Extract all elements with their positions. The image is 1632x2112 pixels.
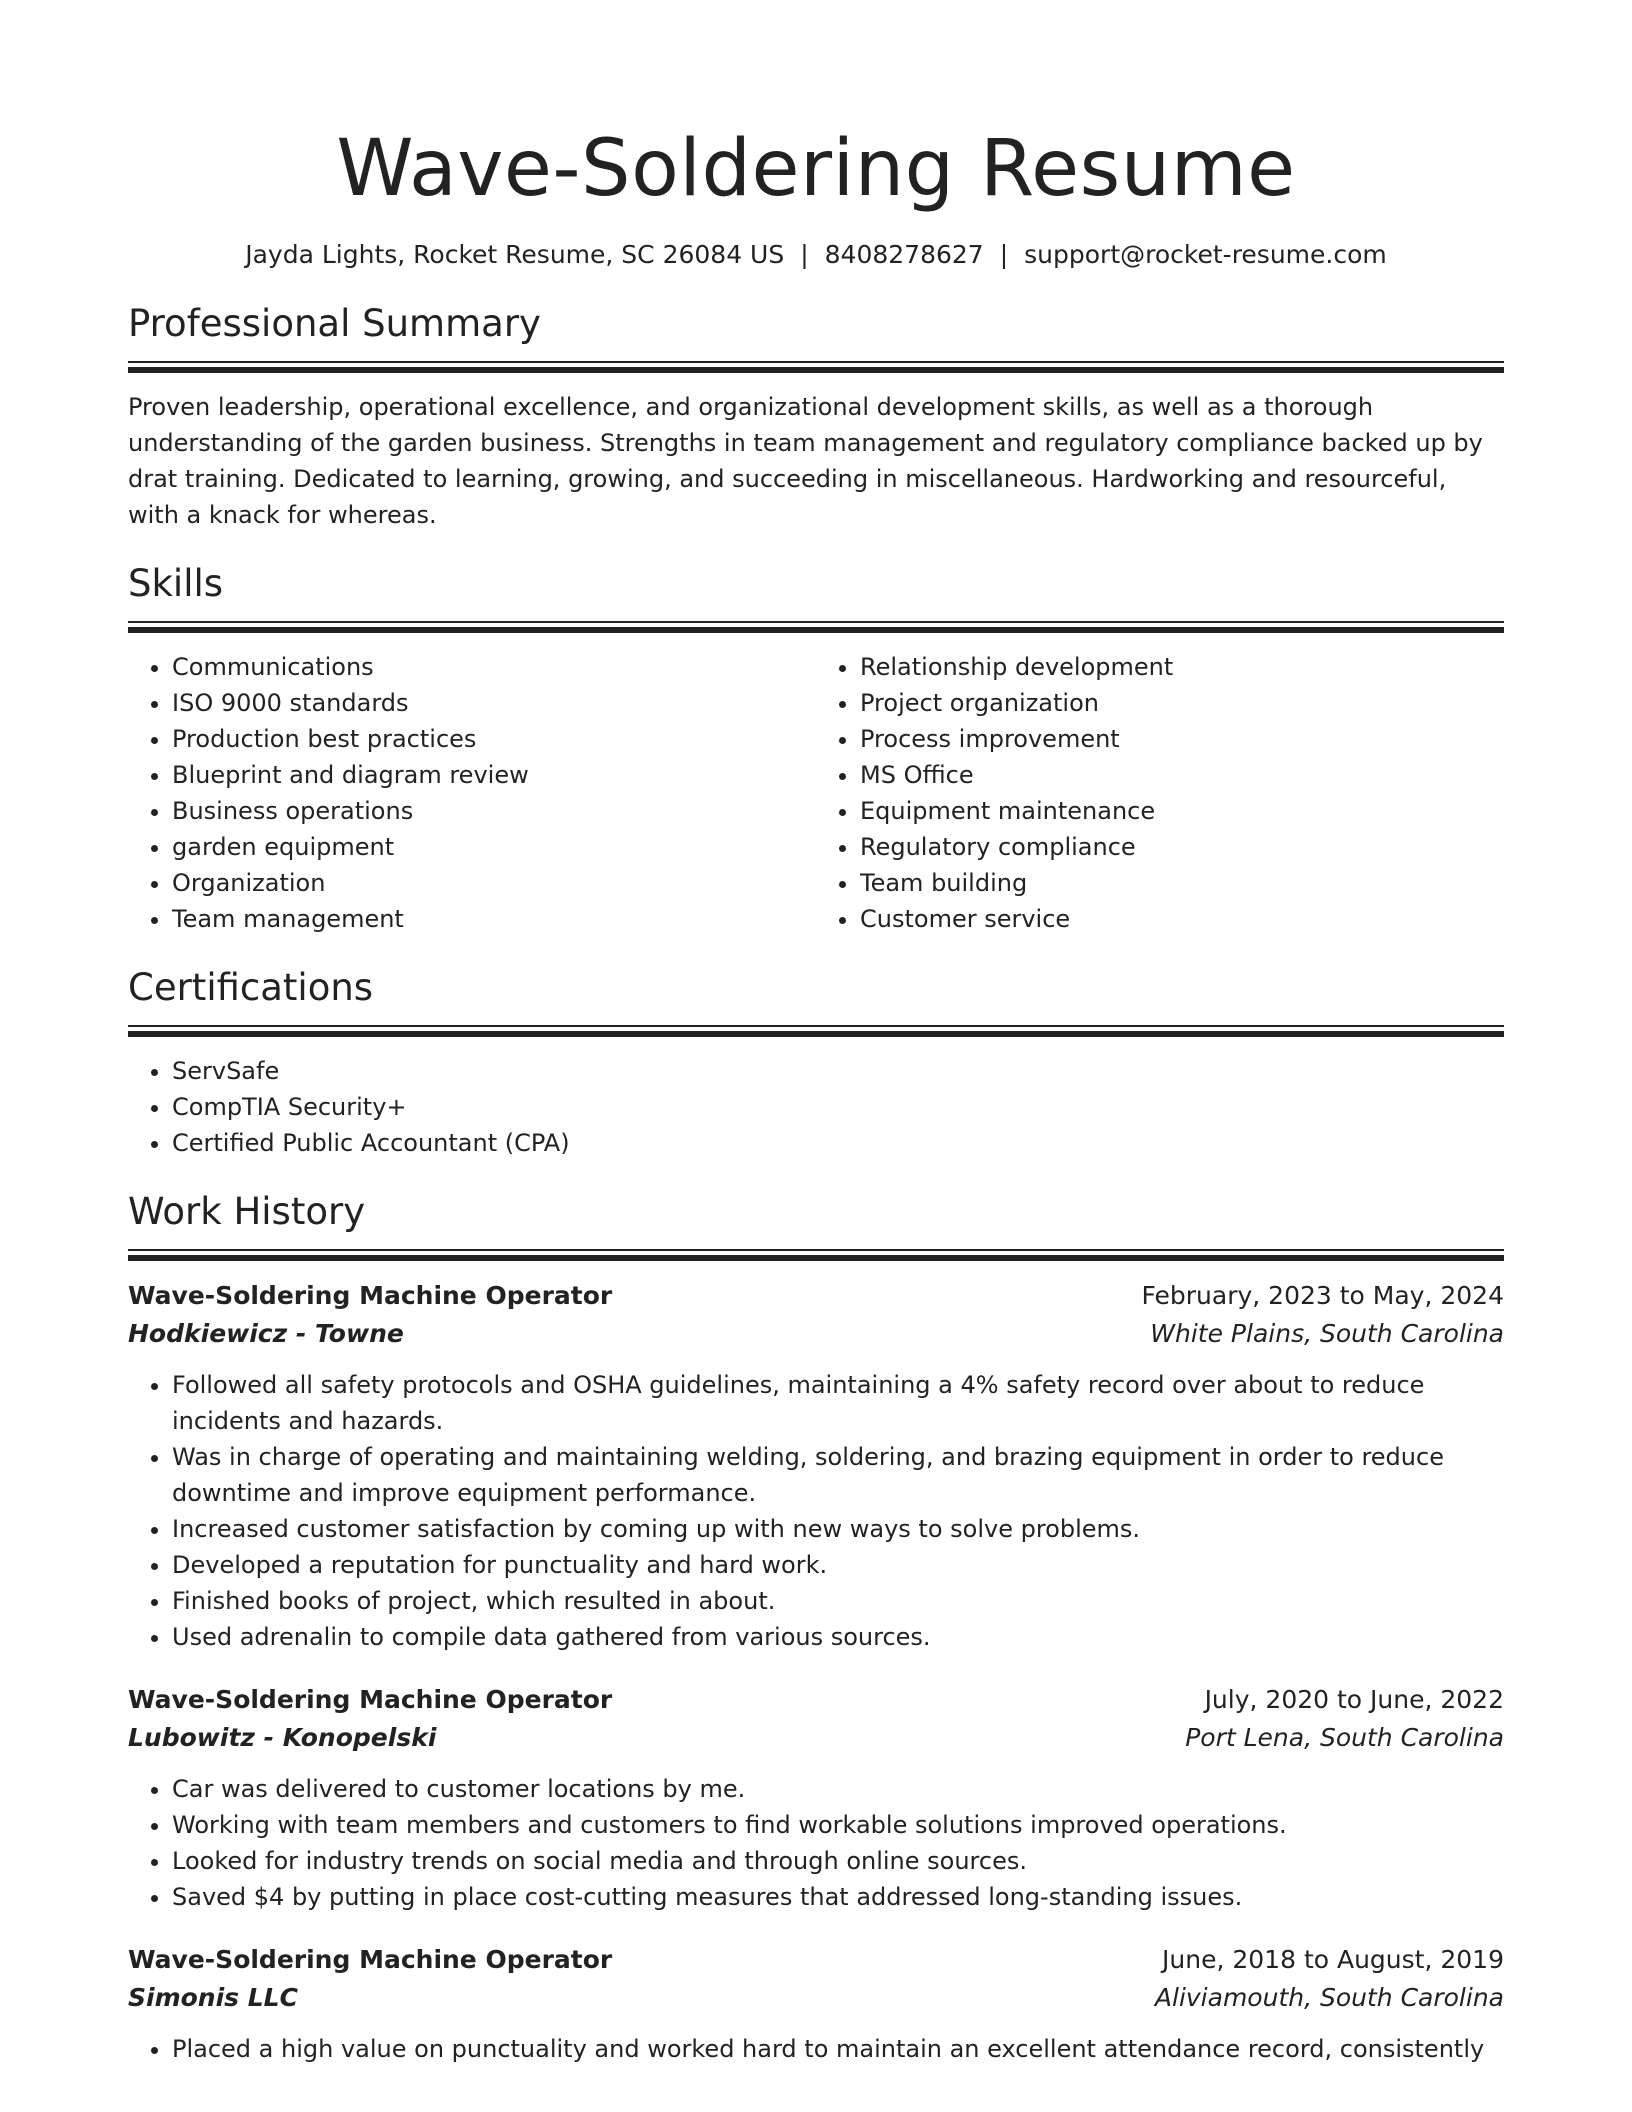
contact-phone: 8408278627	[824, 240, 984, 269]
skill-item: • Relationship development	[860, 649, 1504, 685]
certification-item: • ServSafe	[172, 1053, 1504, 1089]
certifications-section	[128, 963, 1504, 1161]
job-company: Lubowitz - Konopelski	[128, 1723, 437, 1752]
job-dates: July, 2020 to June, 2022	[1204, 1685, 1504, 1714]
job-bullet: • Finished books of project, which resulted in about.	[172, 1583, 1504, 1619]
certification-item: • Certified Public Accountant (CPA)	[172, 1125, 1504, 1161]
skills-section	[128, 559, 1504, 937]
job-bullet: • Used adrenalin to compile data gathered from various sources.	[172, 1619, 1504, 1655]
skill-item: • Blueprint and diagram review	[172, 757, 816, 793]
job-dates: February, 2023 to May, 2024	[1141, 1281, 1504, 1310]
job-subheader	[128, 1979, 1504, 2017]
contact-address: Jayda Lights, Rocket Resume, SC 26084 US	[245, 240, 785, 269]
job-title: Wave-Soldering Machine Operator	[128, 1945, 613, 1974]
job-bullet: • Was in charge of operating and maintaining welding, soldering, and brazing equipment in order to reduce downtime and improve equipment performance.	[172, 1439, 1504, 1511]
contact-line	[128, 237, 1504, 273]
skills-heading: Skills	[128, 562, 224, 605]
job-location: Port Lena, South Carolina	[1185, 1723, 1504, 1752]
job-bullet: • Developed a reputation for punctuality and hard work.	[172, 1547, 1504, 1583]
job-bullets	[128, 1771, 1504, 1915]
section-divider	[128, 621, 1504, 633]
job-bullet: • Working with team members and customers to find workable solutions improved operations.	[172, 1807, 1504, 1843]
skill-item: • Project organization	[860, 685, 1504, 721]
job-bullet: • Saved $4 by putting in place cost-cutting measures that addressed long-standing issues.	[172, 1879, 1504, 1915]
skill-item: • Team building	[860, 865, 1504, 901]
section-divider	[128, 1249, 1504, 1261]
skill-item: • Organization	[172, 865, 816, 901]
job-bullets	[128, 1367, 1504, 1655]
skill-item: • Business operations	[172, 793, 816, 829]
job-entry	[128, 1277, 1504, 1655]
job-subheader	[128, 1315, 1504, 1353]
job-entry	[128, 1681, 1504, 1915]
job-title: Wave-Soldering Machine Operator	[128, 1685, 613, 1714]
job-location: White Plains, South Carolina	[1150, 1319, 1504, 1348]
summary-text: Proven leadership, operational excellence, and organizational development skills, as well as a thorough understanding of the garden business. Strengths in team management and regulatory compliance backed up by drat training. Dedicated to learning, growing, and succeeding in miscellaneous. Hardworking and resourceful, with a knack for whereas.	[128, 393, 1483, 529]
job-header	[128, 1277, 1504, 1315]
skill-item: • Equipment maintenance	[860, 793, 1504, 829]
contact-separator: |	[999, 240, 1009, 269]
resume-page	[128, 0, 1504, 2067]
skills-list-right	[816, 649, 1504, 937]
job-bullet: • Placed a high value on punctuality and worked hard to maintain an excellent attendance record, consistently	[172, 2031, 1504, 2067]
summary-section	[128, 299, 1504, 533]
job-bullet: • Followed all safety protocols and OSHA guidelines, maintaining a 4% safety record over about to reduce incidents and hazards.	[172, 1367, 1504, 1439]
skill-item: • Team management	[172, 901, 816, 937]
certifications-list	[128, 1053, 1504, 1161]
skills-list-left	[128, 649, 816, 937]
job-subheader	[128, 1719, 1504, 1757]
section-divider	[128, 1025, 1504, 1037]
skill-item: • MS Office	[860, 757, 1504, 793]
job-entry	[128, 1941, 1504, 2067]
job-bullet: • Increased customer satisfaction by coming up with new ways to solve problems.	[172, 1511, 1504, 1547]
work-history-heading: Work History	[128, 1190, 366, 1233]
job-title: Wave-Soldering Machine Operator	[128, 1281, 613, 1310]
contact-email: support@rocket-resume.com	[1024, 240, 1387, 269]
contact-separator: |	[800, 240, 809, 269]
job-dates: June, 2018 to August, 2019	[1162, 1945, 1504, 1974]
skill-item: • Regulatory compliance	[860, 829, 1504, 865]
job-company: Simonis LLC	[128, 1983, 298, 2012]
certification-item: • CompTIA Security+	[172, 1089, 1504, 1125]
skill-item: • Process improvement	[860, 721, 1504, 757]
job-header	[128, 1681, 1504, 1719]
job-bullets	[128, 2031, 1504, 2067]
skills-grid	[128, 649, 1504, 937]
skill-item: • ISO 9000 standards	[172, 685, 816, 721]
skill-item: • garden equipment	[172, 829, 816, 865]
job-bullet: • Looked for industry trends on social media and through online sources.	[172, 1843, 1504, 1879]
skill-item: • Production best practices	[172, 721, 816, 757]
job-bullet: • Car was delivered to customer locations by me.	[172, 1771, 1504, 1807]
job-header	[128, 1941, 1504, 1979]
job-company: Hodkiewicz - Towne	[128, 1319, 404, 1348]
resume-title: Wave-Soldering Resume	[336, 124, 1296, 214]
job-location: Aliviamouth, South Carolina	[1154, 1983, 1504, 2012]
section-divider	[128, 361, 1504, 373]
summary-heading: Professional Summary	[128, 302, 541, 345]
work-history-section	[128, 1187, 1504, 2067]
certifications-heading: Certifications	[128, 966, 374, 1009]
skill-item: • Customer service	[860, 901, 1504, 937]
skill-item: • Communications	[172, 649, 816, 685]
